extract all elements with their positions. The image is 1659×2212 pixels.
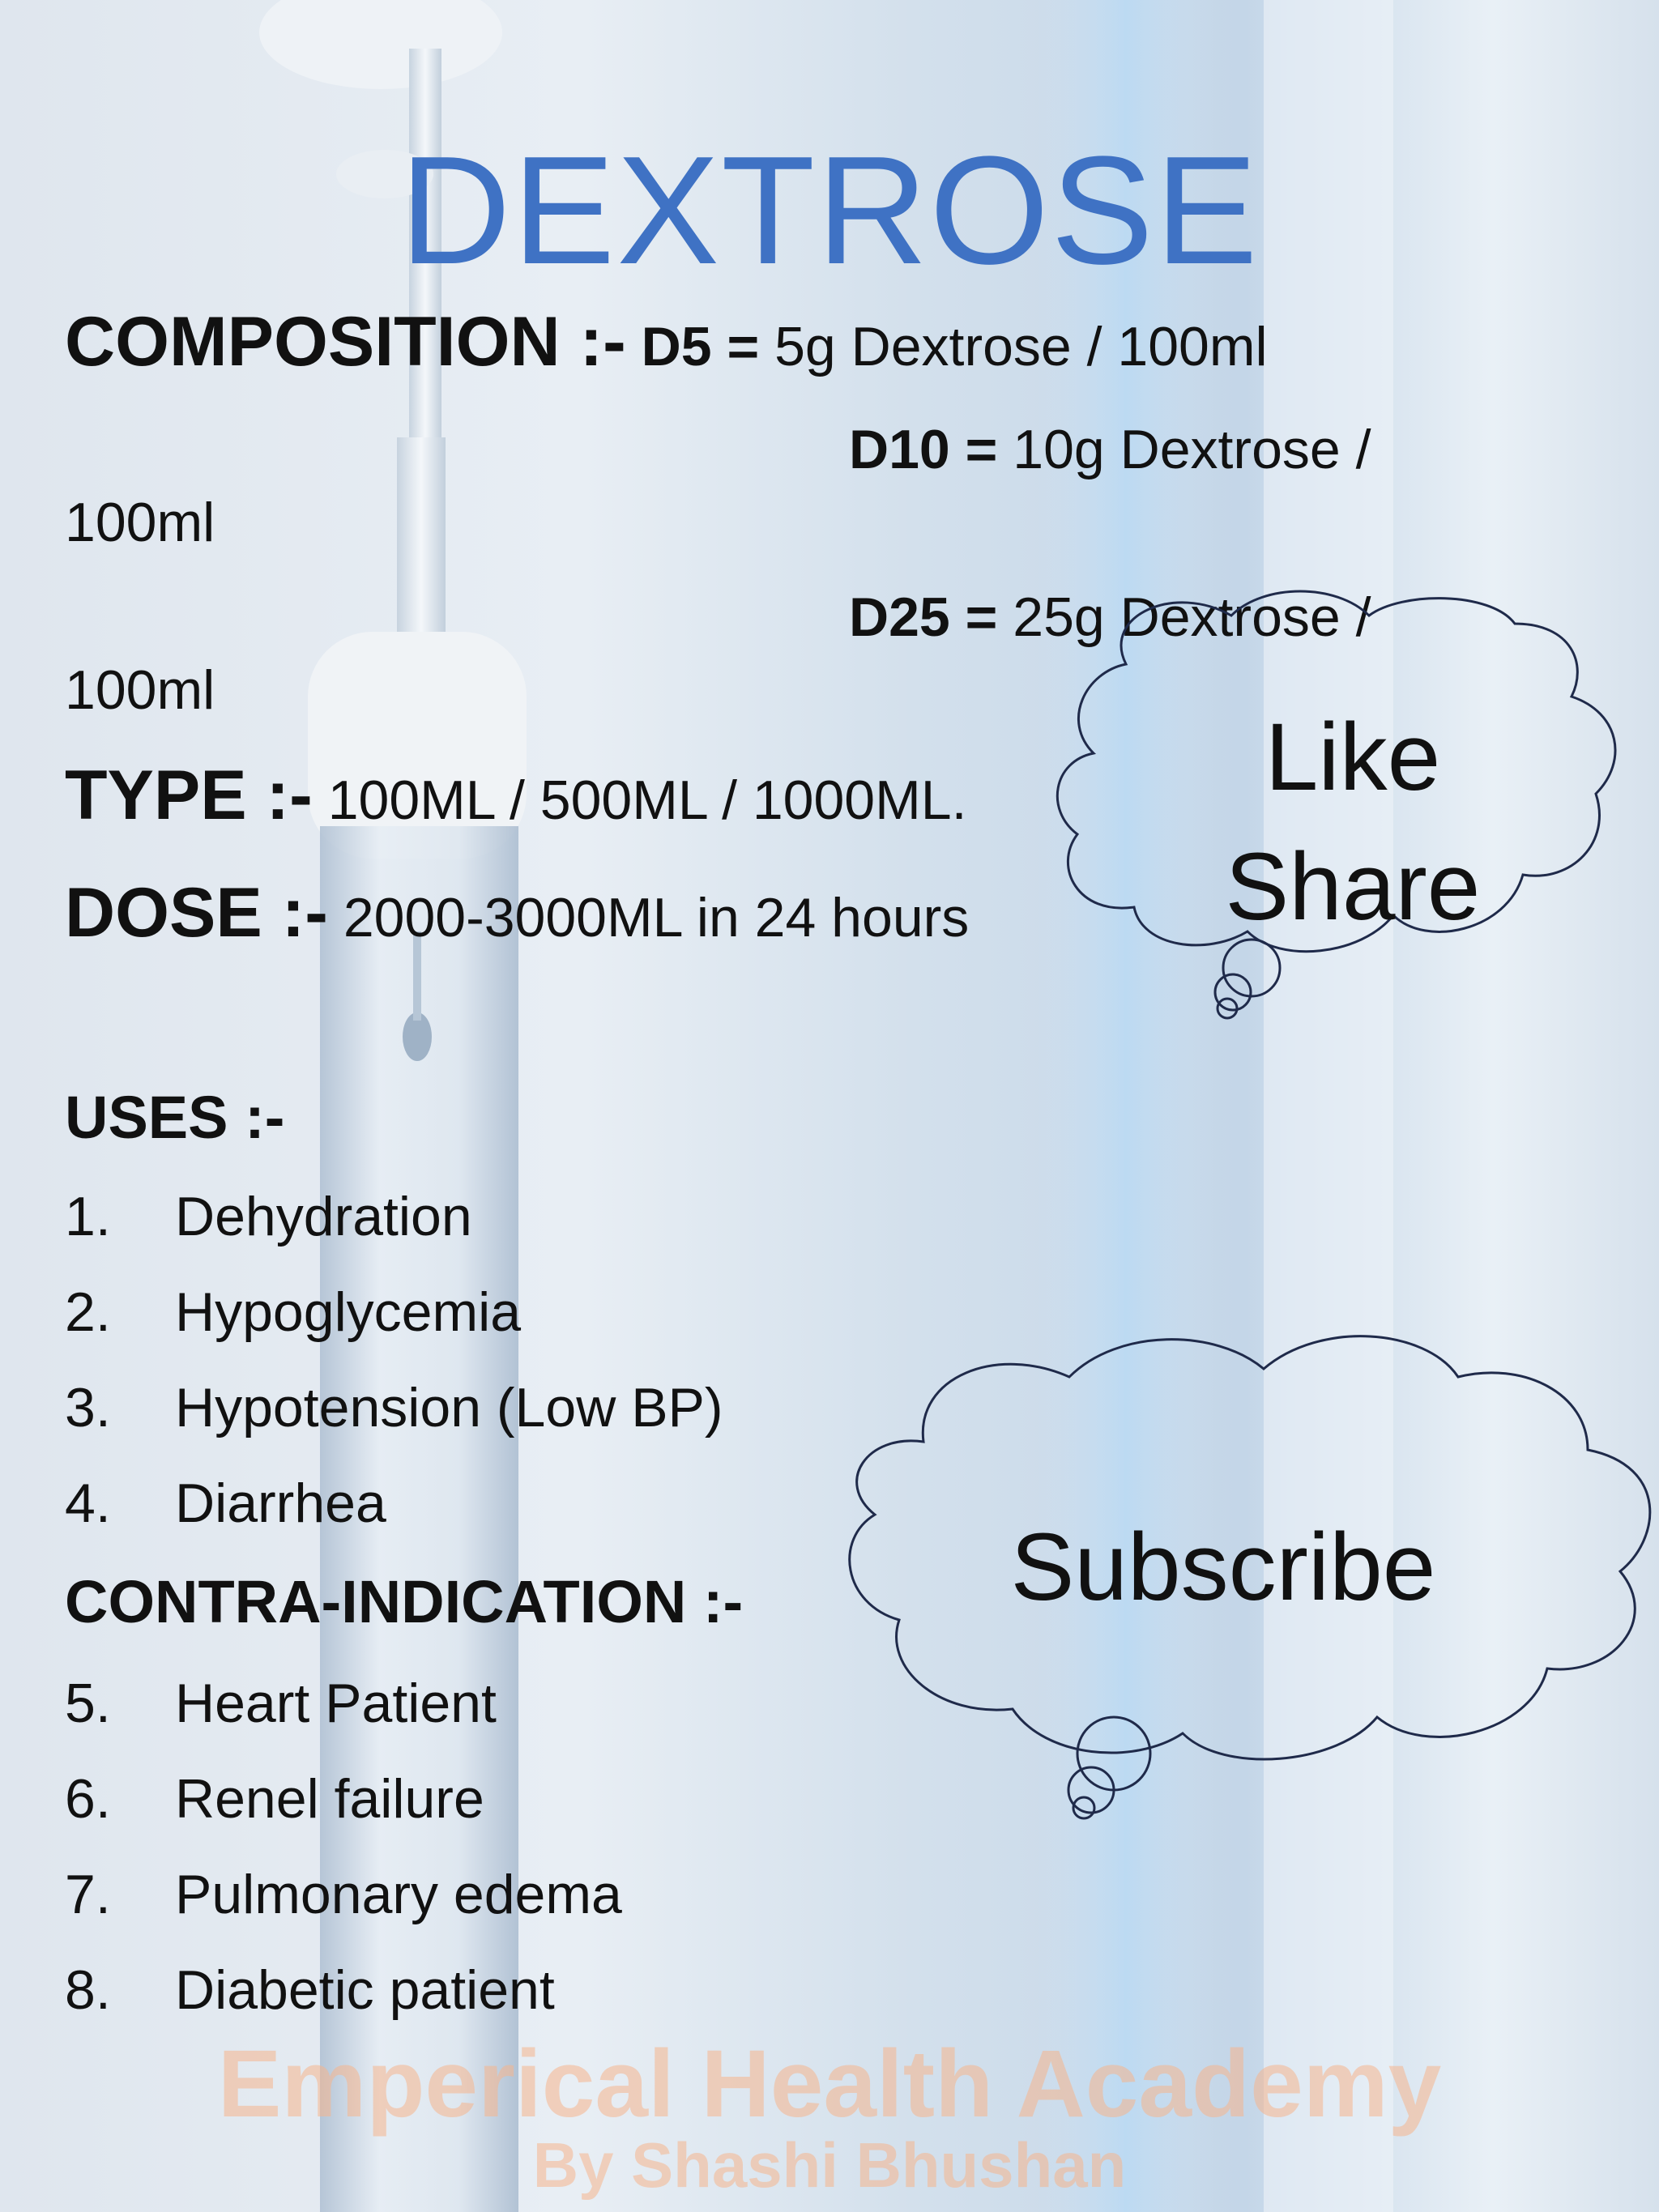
list-item: 1. Dehydration xyxy=(65,1186,472,1247)
d25-value: 25g Dextrose / xyxy=(1013,586,1371,648)
d5-label: D5 = xyxy=(641,316,760,377)
list-item: 8. Diabetic patient xyxy=(65,1959,555,2021)
composition-label: COMPOSITION :- xyxy=(65,303,626,381)
share-text: Share xyxy=(1225,833,1481,940)
type-label: TYPE :- xyxy=(65,757,313,834)
like-text: Like xyxy=(1265,704,1441,811)
list-item: 7. Pulmonary edema xyxy=(65,1864,622,1925)
list-item: 2. Hypoglycemia xyxy=(65,1281,522,1343)
list-item: 5. Heart Patient xyxy=(65,1673,497,1734)
d10-value: 10g Dextrose / xyxy=(1013,419,1371,480)
list-item: 4. Diarrhea xyxy=(65,1473,386,1534)
d25-wrap: 100ml xyxy=(65,659,215,721)
d10-label: D10 = xyxy=(849,419,998,480)
dose-label: DOSE :- xyxy=(65,874,328,952)
watermark-academy: Emperical Health Academy xyxy=(217,2031,1442,2137)
d10-wrap: 100ml xyxy=(65,492,215,553)
list-item: 6. Renel failure xyxy=(65,1768,484,1830)
d25-label: D25 = xyxy=(849,586,998,648)
page-title: DEXTROSE xyxy=(399,125,1260,296)
list-item: 3. Hypotension (Low BP) xyxy=(65,1377,723,1438)
type-value: 100ML / 500ML / 1000ML. xyxy=(327,769,967,831)
contra-heading: CONTRA-INDICATION :- xyxy=(65,1568,744,1635)
like-share-bubble[interactable] xyxy=(1158,693,1547,952)
dose-value: 2000-3000ML in 24 hours xyxy=(343,887,970,948)
d5-value: 5g Dextrose / 100ml xyxy=(774,316,1268,377)
subscribe-bubble[interactable]: Subscribe xyxy=(1010,1514,1436,1621)
uses-heading: USES :- xyxy=(65,1084,285,1151)
watermark-author: By Shashi Bhushan xyxy=(532,2129,1127,2201)
